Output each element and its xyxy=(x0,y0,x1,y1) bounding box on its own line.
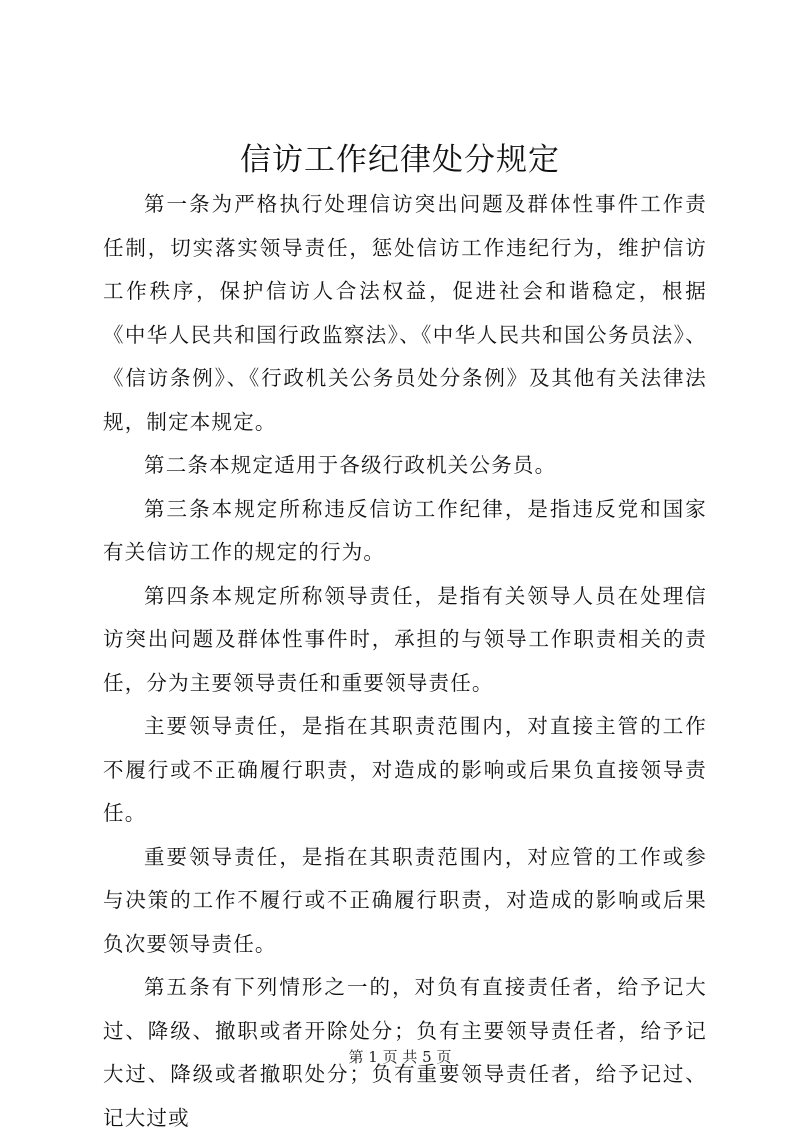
document-title: 信访工作纪律处分规定 xyxy=(240,142,560,178)
paragraph-article-1: 第一条为严格执行处理信访突出问题及群体性事件工作责任制，切实落实领导责任，惩处信访工作违纪行为，维护信访工作秩序，保护信访人合法权益，促进社会和谐稳定，根据《中华人民共和国行政监察法》、《中华人民共和国公务员法》、《信访条例》、《行政机关公务员处分条例》及其他有关法律法规，制定本规定。 xyxy=(103,192,707,434)
paragraph-article-2: 第二条本规定适用于各级行政机关公务员。 xyxy=(144,453,557,477)
paragraph-article-5: 第五条有下列情形之一的，对负有直接责任者，给予记大过、降级、撤职或者开除处分；负有主要领导责任者，给予记大过、降级或者撤职处分；负有重要领导责任者，给予记过、记大过或 xyxy=(103,975,707,1130)
document-body xyxy=(103,183,707,1140)
paragraph-article-3: 第三条本规定所称违反信访工作纪律，是指违反党和国家有关信访工作的规定的行为。 xyxy=(103,496,707,564)
paragraph-important-responsibility: 重要领导责任，是指在其职责范围内，对应管的工作或参与决策的工作不履行或不正确履行职责，对造成的影响或后果负次要领导责任。 xyxy=(103,844,707,956)
paragraph-article-4: 第四条本规定所称领导责任，是指有关领导人员在处理信访突出问题及群体性事件时，承担的与领导工作职责相关的责任，分为主要领导责任和重要领导责任。 xyxy=(103,583,707,695)
paragraph-primary-responsibility: 主要领导责任，是指在其职责范围内，对直接主管的工作不履行或不正确履行职责，对造成的影响或后果负直接领导责任。 xyxy=(103,714,707,825)
page-number-footer: 第 1 页 共 5 页 xyxy=(348,1048,452,1066)
